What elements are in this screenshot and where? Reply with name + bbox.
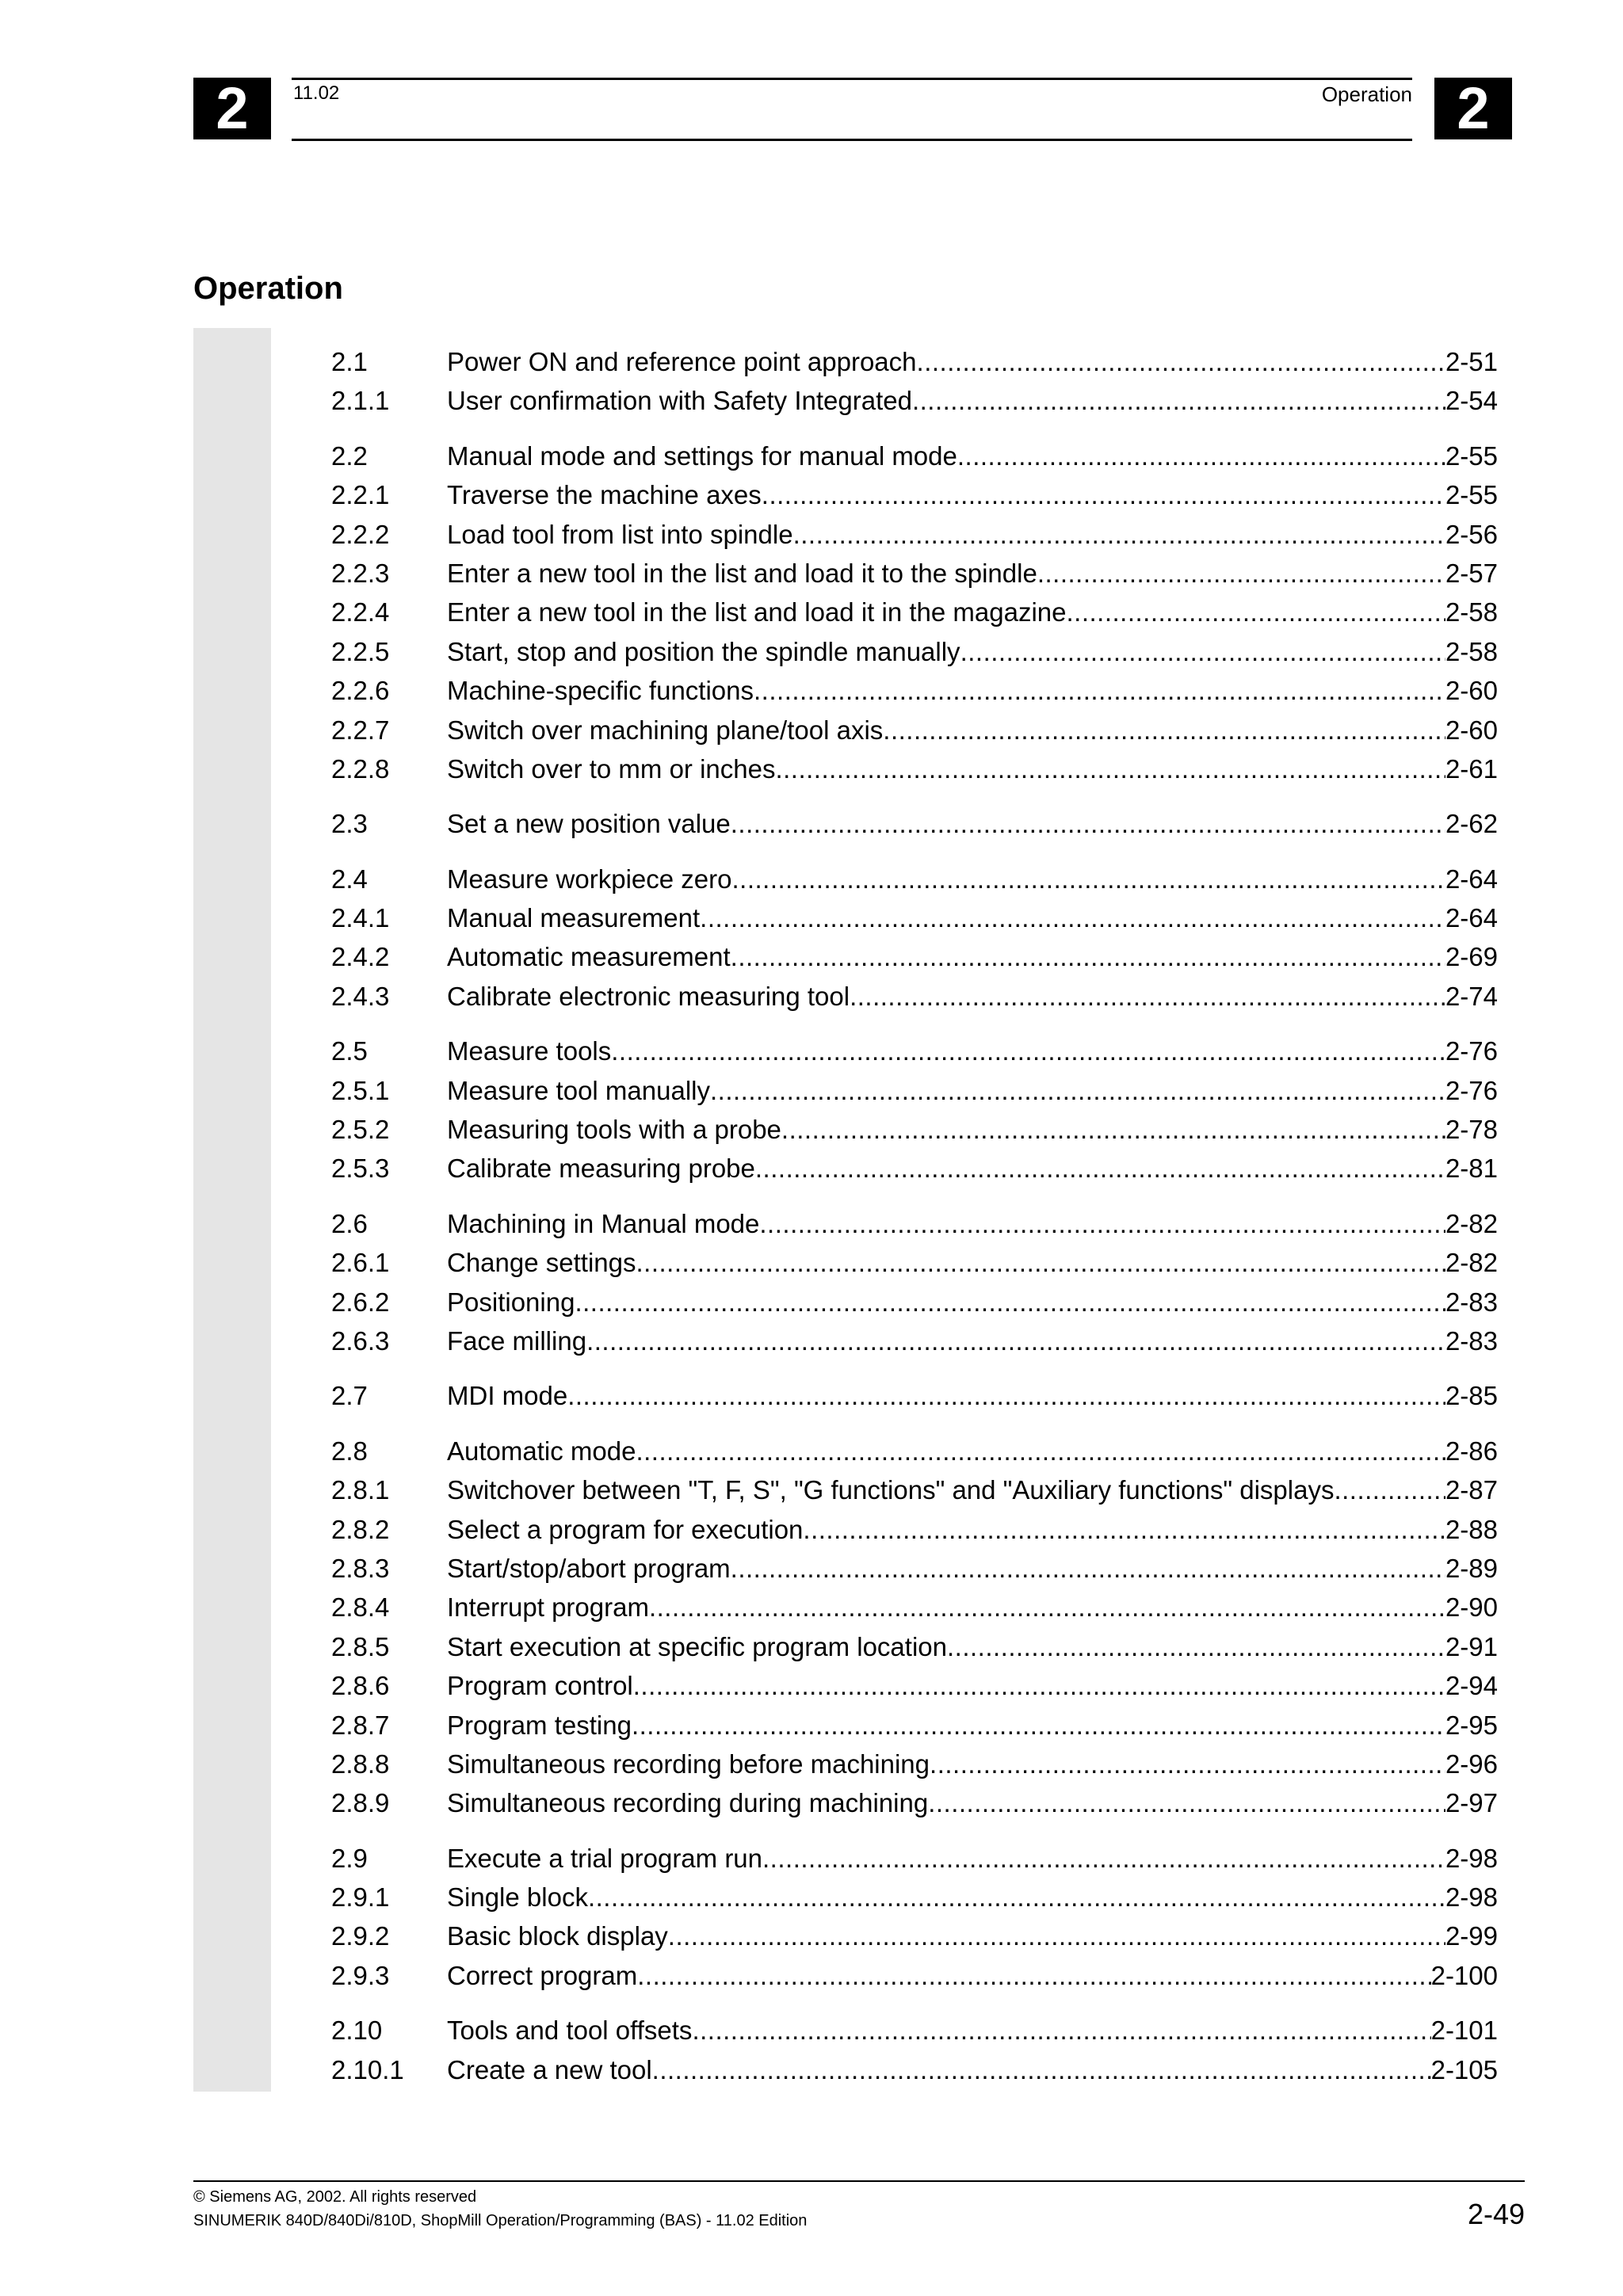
toc-group: [331, 804, 1498, 843]
toc-entry-leader-dots: [1334, 1470, 1445, 1509]
toc-entry-number: 2.4: [331, 864, 368, 894]
toc-entry-number: 2.6.2: [331, 1287, 390, 1317]
toc-entry-leader-dots: [710, 1071, 1445, 1110]
toc-entry-leader-dots: [759, 1204, 1445, 1243]
toc-group: [331, 1204, 1498, 1361]
toc-entry-leader-dots: [883, 711, 1445, 749]
toc-entry-number: 2.5.3: [331, 1154, 390, 1184]
toc-entry-number: 2.5.1: [331, 1075, 390, 1105]
toc-entry-leader-dots: [633, 1666, 1445, 1705]
chapter-number-badge-left: 2: [193, 78, 271, 139]
toc-group: [331, 2011, 1498, 2089]
toc-entry[interactable]: [331, 1839, 1498, 1878]
toc-entry-title: Basic block display: [447, 1921, 668, 1951]
toc-entry-title: Interrupt program: [447, 1592, 649, 1623]
toc-entry-page: 2-78: [1445, 1115, 1498, 1145]
toc-group: [331, 1432, 1498, 1823]
toc-group: [331, 1032, 1498, 1188]
toc-entry[interactable]: [331, 804, 1498, 843]
toc-entry-title: Measure tools: [447, 1036, 612, 1066]
toc-entry-title: MDI mode: [447, 1381, 568, 1411]
toc-entry-title: Positioning: [447, 1287, 575, 1317]
toc-entry[interactable]: [331, 1032, 1498, 1070]
footer-copyright: © Siemens AG, 2002. All rights reserved: [193, 2188, 477, 2206]
toc-entry-leader-dots: [755, 1149, 1445, 1188]
toc-entry-title: Select a program for execution: [447, 1514, 804, 1544]
toc-entry-number: 2.2.7: [331, 715, 390, 745]
toc-entry[interactable]: [331, 1204, 1498, 1243]
toc-entry[interactable]: [331, 1549, 1498, 1588]
toc-entry-number: 2.2.2: [331, 519, 390, 549]
toc-entry[interactable]: [331, 554, 1498, 593]
toc-entry-title: Measuring tools with a probe: [447, 1115, 781, 1145]
toc-entry-title: Measure workpiece zero: [447, 864, 732, 894]
toc-entry-leader-dots: [917, 342, 1445, 381]
toc-entry-page: 2-60: [1445, 676, 1498, 706]
toc-entry[interactable]: [331, 1510, 1498, 1549]
toc-entry-number: 2.8.9: [331, 1788, 390, 1818]
toc-entry-number: 2.3: [331, 809, 368, 839]
toc-entry-leader-dots: [732, 860, 1445, 898]
toc-entry[interactable]: [331, 1071, 1498, 1110]
toc-group: [331, 1839, 1498, 1996]
toc-entry-leader-dots: [567, 1376, 1445, 1415]
toc-entry-page: 2-82: [1445, 1248, 1498, 1278]
toc-entry-number: 2.8.2: [331, 1514, 390, 1544]
toc-entry-page: 2-51: [1445, 347, 1498, 376]
footer-document-title: SINUMERIK 840D/840Di/810D, ShopMill Operation/Programming (BAS) - 11.02 Edition: [193, 2212, 808, 2229]
toc-entry[interactable]: [331, 1627, 1498, 1666]
toc-entry-number: 2.2.3: [331, 558, 390, 588]
toc-entry[interactable]: [331, 1322, 1498, 1360]
toc-entry-number: 2.6: [331, 1208, 368, 1238]
toc-entry-leader-dots: [611, 1032, 1445, 1070]
toc-entry-leader-dots: [775, 749, 1445, 788]
toc-entry-leader-dots: [947, 1627, 1445, 1666]
toc-entry[interactable]: [331, 1376, 1498, 1415]
toc-entry[interactable]: [331, 593, 1498, 631]
toc-entry-title: Simultaneous recording before machining: [447, 1749, 930, 1779]
toc-entry-page: 2-64: [1445, 864, 1498, 894]
toc-entry[interactable]: [331, 1783, 1498, 1822]
toc-entry-number: 2.10: [331, 2016, 383, 2046]
toc-entry-title: User confirmation with Safety Integrated: [447, 386, 912, 416]
toc-entry-page: 2-94: [1445, 1671, 1498, 1701]
toc-entry-number: 2.8.5: [331, 1631, 390, 1661]
toc-entry-leader-dots: [636, 1432, 1445, 1470]
toc-entry-title: Load tool from list into spindle: [447, 519, 793, 549]
toc-entry-leader-dots: [668, 1917, 1445, 1955]
toc-entry-title: Machine-specific functions: [447, 676, 754, 706]
toc-entry-page: 2-64: [1445, 903, 1498, 933]
toc-entry-page: 2-98: [1445, 1882, 1498, 1913]
toc-entry-page: 2-81: [1445, 1154, 1498, 1184]
toc-entry[interactable]: [331, 1956, 1498, 1995]
toc-entry-leader-dots: [930, 1745, 1445, 1783]
header-date: 11.02: [293, 82, 340, 104]
toc-entry-leader-dots: [803, 1510, 1445, 1549]
toc-entry[interactable]: [331, 671, 1498, 710]
section-heading: Operation: [193, 271, 343, 306]
toc-side-bar: [193, 328, 271, 2092]
toc-entry-leader-dots: [762, 475, 1445, 514]
toc-entry-title: Start execution at specific program location: [447, 1631, 947, 1661]
toc-entry-title: Enter a new tool in the list and load it in the magazine: [447, 597, 1067, 627]
toc-entry-number: 2.8.6: [331, 1671, 390, 1701]
toc-entry[interactable]: [331, 475, 1498, 514]
toc-entry[interactable]: [331, 1706, 1498, 1745]
toc-entry-page: 2-89: [1445, 1553, 1498, 1583]
toc-entry-number: 2.9: [331, 1843, 368, 1873]
toc-entry-number: 2.1: [331, 347, 368, 376]
toc-entry-number: 2.5.2: [331, 1115, 390, 1145]
toc-entry-leader-dots: [575, 1283, 1445, 1322]
toc-entry-title: Switchover between "T, F, S", "G functions" and "Auxiliary functions" displays: [447, 1475, 1335, 1505]
toc-entry-title: Program testing: [447, 1710, 632, 1740]
toc-entry-leader-dots: [762, 1839, 1445, 1878]
toc-entry-page: 2-98: [1445, 1843, 1498, 1873]
toc-entry-page: 2-62: [1445, 809, 1498, 839]
toc-entry-page: 2-100: [1430, 1960, 1498, 1990]
toc-entry-page: 2-96: [1445, 1749, 1498, 1779]
toc-entry-number: 2.2.6: [331, 676, 390, 706]
toc-entry-number: 2.2.1: [331, 480, 390, 510]
toc-entry[interactable]: [331, 1149, 1498, 1188]
toc-entry-page: 2-74: [1445, 981, 1498, 1011]
toc-entry-leader-dots: [700, 898, 1445, 937]
toc-entry[interactable]: [331, 937, 1498, 976]
toc-entry-number: 2.9.1: [331, 1882, 390, 1913]
toc-entry-number: 2.6.1: [331, 1248, 390, 1278]
toc-entry-number: 2.2.8: [331, 753, 390, 784]
toc-entry-leader-dots: [586, 1322, 1445, 1360]
toc-entry-title: Set a new position value: [447, 809, 731, 839]
toc-entry-page: 2-76: [1445, 1075, 1498, 1105]
toc-entry-title: Start/stop/abort program: [447, 1553, 731, 1583]
toc-entry-page: 2-85: [1445, 1381, 1498, 1411]
toc-entry-page: 2-54: [1445, 386, 1498, 416]
toc-entry-title: Manual measurement: [447, 903, 701, 933]
toc-entry-title: Tools and tool offsets: [447, 2016, 693, 2046]
toc-entry-page: 2-99: [1445, 1921, 1498, 1951]
toc-entry-number: 2.4.3: [331, 981, 390, 1011]
toc-entry[interactable]: [331, 342, 1498, 381]
toc-entry-leader-dots: [636, 1243, 1445, 1282]
toc-entry-title: Program control: [447, 1671, 633, 1701]
toc-entry-number: 2.7: [331, 1381, 368, 1411]
toc-entry-leader-dots: [754, 671, 1445, 710]
toc-entry-title: Start, stop and position the spindle manually: [447, 636, 960, 666]
toc-entry-title: Calibrate electronic measuring tool: [447, 981, 850, 1011]
toc-group: [331, 1376, 1498, 1415]
toc-entry-title: Measure tool manually: [447, 1075, 710, 1105]
toc-entry[interactable]: [331, 1917, 1498, 1955]
toc-entry-page: 2-56: [1445, 519, 1498, 549]
toc-entry-leader-dots: [960, 632, 1445, 671]
toc-entry-title: Face milling: [447, 1325, 587, 1356]
toc-entry-page: 2-97: [1445, 1788, 1498, 1818]
toc-entry-number: 2.9.2: [331, 1921, 390, 1951]
toc-entry-title: Single block: [447, 1882, 588, 1913]
toc-entry-title: Automatic measurement: [447, 942, 731, 972]
toc-entry-page: 2-57: [1445, 558, 1498, 588]
toc-entry-leader-dots: [692, 2011, 1430, 2050]
toc-entry-page: 2-101: [1430, 2016, 1498, 2046]
toc-entry-page: 2-69: [1445, 942, 1498, 972]
toc-entry-page: 2-55: [1445, 480, 1498, 510]
toc-entry-page: 2-58: [1445, 597, 1498, 627]
toc-entry-page: 2-58: [1445, 636, 1498, 666]
toc-entry-leader-dots: [912, 381, 1445, 420]
toc-entry[interactable]: [331, 632, 1498, 671]
toc-entry-page: 2-55: [1445, 441, 1498, 471]
toc-entry-leader-dots: [731, 937, 1445, 976]
toc-entry-page: 2-95: [1445, 1710, 1498, 1740]
toc-entry-title: Calibrate measuring probe: [447, 1154, 755, 1184]
toc-entry-title: Change settings: [447, 1248, 636, 1278]
toc-entry-leader-dots: [957, 437, 1445, 475]
toc-entry-title: Machining in Manual mode: [447, 1208, 760, 1238]
toc-group: [331, 437, 1498, 789]
toc-entry[interactable]: [331, 1878, 1498, 1917]
toc-entry-leader-dots: [781, 1110, 1445, 1149]
toc-entry-title: Manual mode and settings for manual mode: [447, 441, 957, 471]
toc-entry-title: Simultaneous recording during machining: [447, 1788, 929, 1818]
toc-entry[interactable]: [331, 437, 1498, 475]
footer-rule: [193, 2180, 1525, 2182]
toc-entry-number: 2.6.3: [331, 1325, 390, 1356]
toc-entry-number: 2.9.3: [331, 1960, 390, 1990]
toc-entry-title: Power ON and reference point approach: [447, 347, 917, 376]
toc-entry-page: 2-83: [1445, 1325, 1498, 1356]
toc-group: [331, 860, 1498, 1016]
toc-entry-page: 2-91: [1445, 1631, 1498, 1661]
toc-entry-number: 2.8.4: [331, 1592, 390, 1623]
toc-entry-number: 2.2.4: [331, 597, 390, 627]
toc-entry[interactable]: [331, 381, 1498, 420]
toc-entry-page: 2-88: [1445, 1514, 1498, 1544]
toc-entry[interactable]: [331, 1283, 1498, 1322]
toc-entry-leader-dots: [652, 2050, 1431, 2089]
toc-entry[interactable]: [331, 1432, 1498, 1470]
toc-entry-title: Automatic mode: [447, 1436, 636, 1466]
toc-entry-title: Switch over to mm or inches: [447, 753, 776, 784]
toc-entry-number: 2.2: [331, 441, 368, 471]
toc-entry[interactable]: [331, 977, 1498, 1016]
toc-entry-number: 2.10.1: [331, 2054, 404, 2084]
toc-entry-number: 2.5: [331, 1036, 368, 1066]
header-rule-bottom: [292, 139, 1412, 141]
toc-entry[interactable]: [331, 2011, 1498, 2050]
toc-entry[interactable]: [331, 1110, 1498, 1149]
toc-entry-title: Switch over machining plane/tool axis: [447, 715, 884, 745]
toc-entry-leader-dots: [731, 1549, 1445, 1588]
toc-entry[interactable]: [331, 860, 1498, 898]
toc-entry-page: 2-76: [1445, 1036, 1498, 1066]
toc-entry[interactable]: [331, 711, 1498, 749]
toc-entry-leader-dots: [850, 977, 1445, 1016]
toc-entry-leader-dots: [793, 515, 1445, 554]
toc-entry[interactable]: [331, 2050, 1498, 2089]
toc-entry-leader-dots: [1037, 554, 1445, 593]
toc-entry[interactable]: [331, 1470, 1498, 1509]
toc-entry-leader-dots: [731, 804, 1445, 843]
toc-entry-number: 2.4.2: [331, 942, 390, 972]
toc-group: [331, 342, 1498, 421]
toc-entry-number: 2.8.8: [331, 1749, 390, 1779]
toc-entry[interactable]: [331, 515, 1498, 554]
toc-entry-page: 2-105: [1430, 2054, 1498, 2084]
toc-entry[interactable]: [331, 1243, 1498, 1282]
toc-entry-page: 2-60: [1445, 715, 1498, 745]
header-rule-top: [292, 78, 1412, 80]
toc-entry-number: 2.8.7: [331, 1710, 390, 1740]
footer-page-number: 2-49: [1467, 2198, 1525, 2230]
toc-entry-leader-dots: [649, 1588, 1445, 1627]
toc-entry-leader-dots: [1066, 593, 1445, 631]
header-section-title: Operation: [1321, 82, 1412, 106]
toc-entry-title: Execute a trial program run: [447, 1843, 763, 1873]
toc-entry-number: 2.8: [331, 1436, 368, 1466]
chapter-number-badge-right: 2: [1434, 78, 1512, 139]
toc-entry[interactable]: [331, 749, 1498, 788]
toc-entry-leader-dots: [928, 1783, 1445, 1822]
toc-entry-leader-dots: [632, 1706, 1445, 1745]
toc-entry-number: 2.4.1: [331, 903, 390, 933]
toc-entry-leader-dots: [588, 1878, 1445, 1917]
toc-entry[interactable]: [331, 1745, 1498, 1783]
toc-entry[interactable]: [331, 1666, 1498, 1705]
toc-entry-page: 2-86: [1445, 1436, 1498, 1466]
toc-entry[interactable]: [331, 1588, 1498, 1627]
toc-entry-title: Correct program: [447, 1960, 638, 1990]
toc-entry-page: 2-61: [1445, 753, 1498, 784]
toc-entry-title: Create a new tool: [447, 2054, 652, 2084]
toc-entry-title: Traverse the machine axes: [447, 480, 762, 510]
toc-entry-page: 2-82: [1445, 1208, 1498, 1238]
toc-entry[interactable]: [331, 898, 1498, 937]
toc-entry-page: 2-83: [1445, 1287, 1498, 1317]
toc-entry-number: 2.1.1: [331, 386, 390, 416]
table-of-contents: [331, 342, 1498, 2105]
toc-entry-page: 2-90: [1445, 1592, 1498, 1623]
toc-entry-leader-dots: [637, 1956, 1430, 1995]
toc-entry-title: Enter a new tool in the list and load it to the spindle: [447, 558, 1037, 588]
toc-entry-number: 2.8.1: [331, 1475, 390, 1505]
toc-entry-page: 2-87: [1445, 1475, 1498, 1505]
toc-entry-number: 2.8.3: [331, 1553, 390, 1583]
toc-entry-number: 2.2.5: [331, 636, 390, 666]
